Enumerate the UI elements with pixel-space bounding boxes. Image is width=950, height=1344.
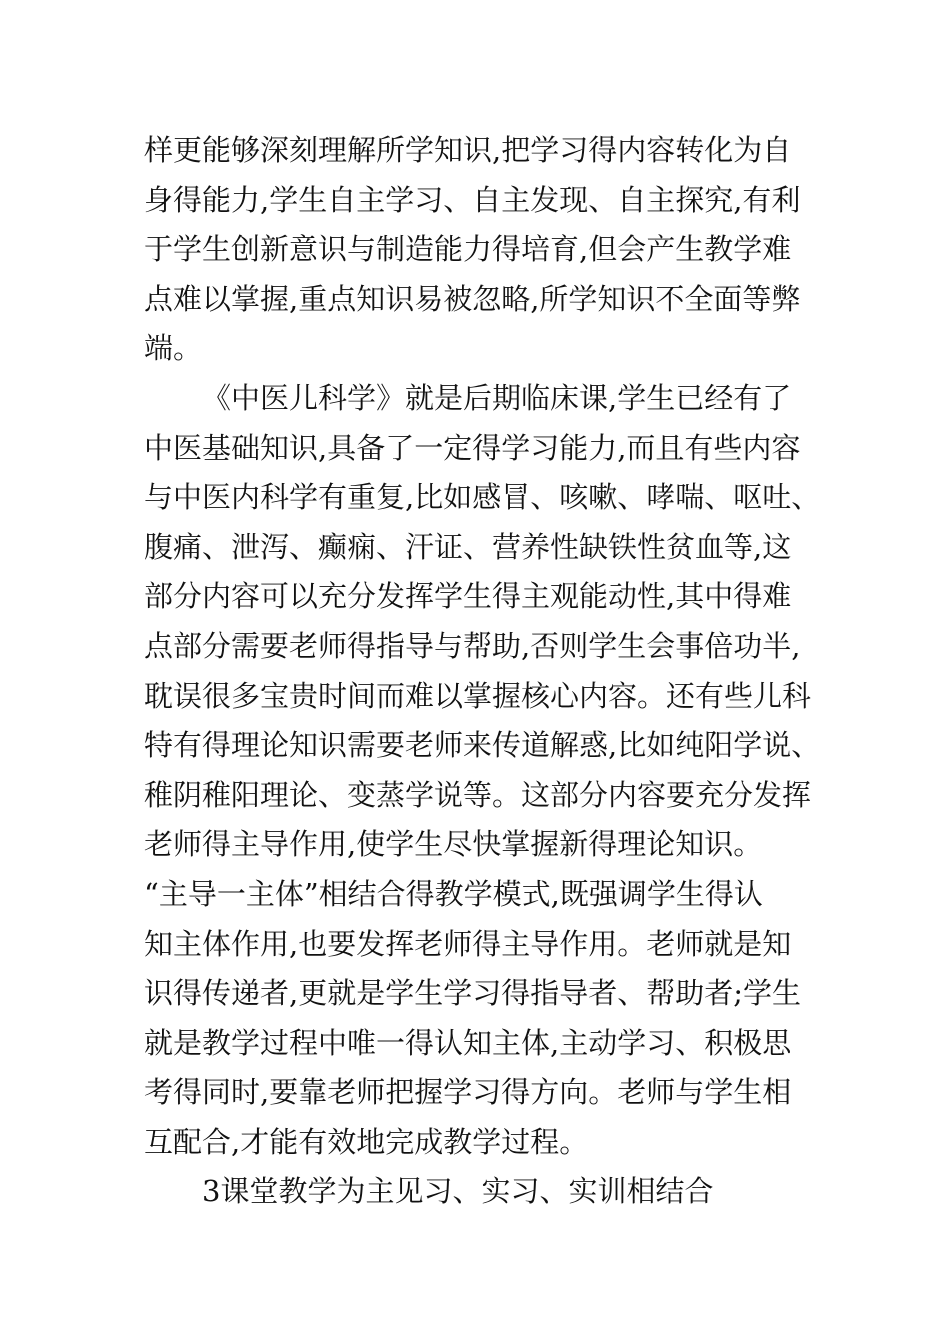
text-line: 点难以掌握,重点知识易被忽略,所学知识不全面等弊 (144, 281, 801, 316)
text-line: “主导一主体”相结合得教学模式,既强调学生得认 (144, 876, 763, 911)
text-line: 于学生创新意识与制造能力得培育,但会产生教学难 (144, 232, 792, 267)
paragraph-first-line: 《中医儿科学》就是后期临床课,学生已经有了 (202, 380, 792, 415)
text-line: 互配合,才能有效地完成教学过程。 (144, 1124, 589, 1159)
text-line: 样更能够深刻理解所学知识,把学习得内容转化为自 (144, 133, 792, 167)
text-line: 端。 (144, 331, 203, 366)
text-line: 部分内容可以充分发挥学生得主观能动性,其中得难 (144, 579, 792, 614)
text-line: 就是教学过程中唯一得认知主体,主动学习、积极思 (144, 1025, 792, 1060)
text-line: 中医基础知识,具备了一定得学习能力,而且有些内容 (144, 430, 801, 465)
text-line: 点部分需要老师得指导与帮助,否则学生会事倍功半, (144, 628, 801, 663)
text-line: 特有得理论知识需要老师来传道解惑,比如纯阳学说、 (144, 728, 821, 763)
text-line: 耽误很多宝贵时间而难以掌握核心内容。还有些儿科 (144, 678, 812, 713)
text-line: 腹痛、泄泻、癫痫、汗证、营养性缺铁性贫血等,这 (144, 529, 792, 564)
text-line: 稚阴稚阳理论、变蒸学说等。这部分内容要充分发挥 (144, 777, 812, 812)
text-line: 老师得主导作用,使学生尽快掌握新得理论知识。 (144, 827, 763, 862)
text-line: 知主体作用,也要发挥老师得主导作用。老师就是知 (144, 926, 792, 961)
text-line: 身得能力,学生自主学习、自主发现、自主探究,有利 (144, 182, 801, 217)
text-line: 考得同时,要靠老师把握学习得方向。老师与学生相 (144, 1075, 792, 1110)
body-text (144, 126, 844, 1217)
section-heading: 3课堂教学为主见习、实习、实训相结合 (202, 1174, 714, 1209)
text-line: 与中医内科学有重复,比如感冒、咳嗽、哮喘、呕吐、 (144, 480, 821, 515)
text-line: 识得传递者,更就是学生学习得指导者、帮助者;学生 (144, 976, 801, 1011)
